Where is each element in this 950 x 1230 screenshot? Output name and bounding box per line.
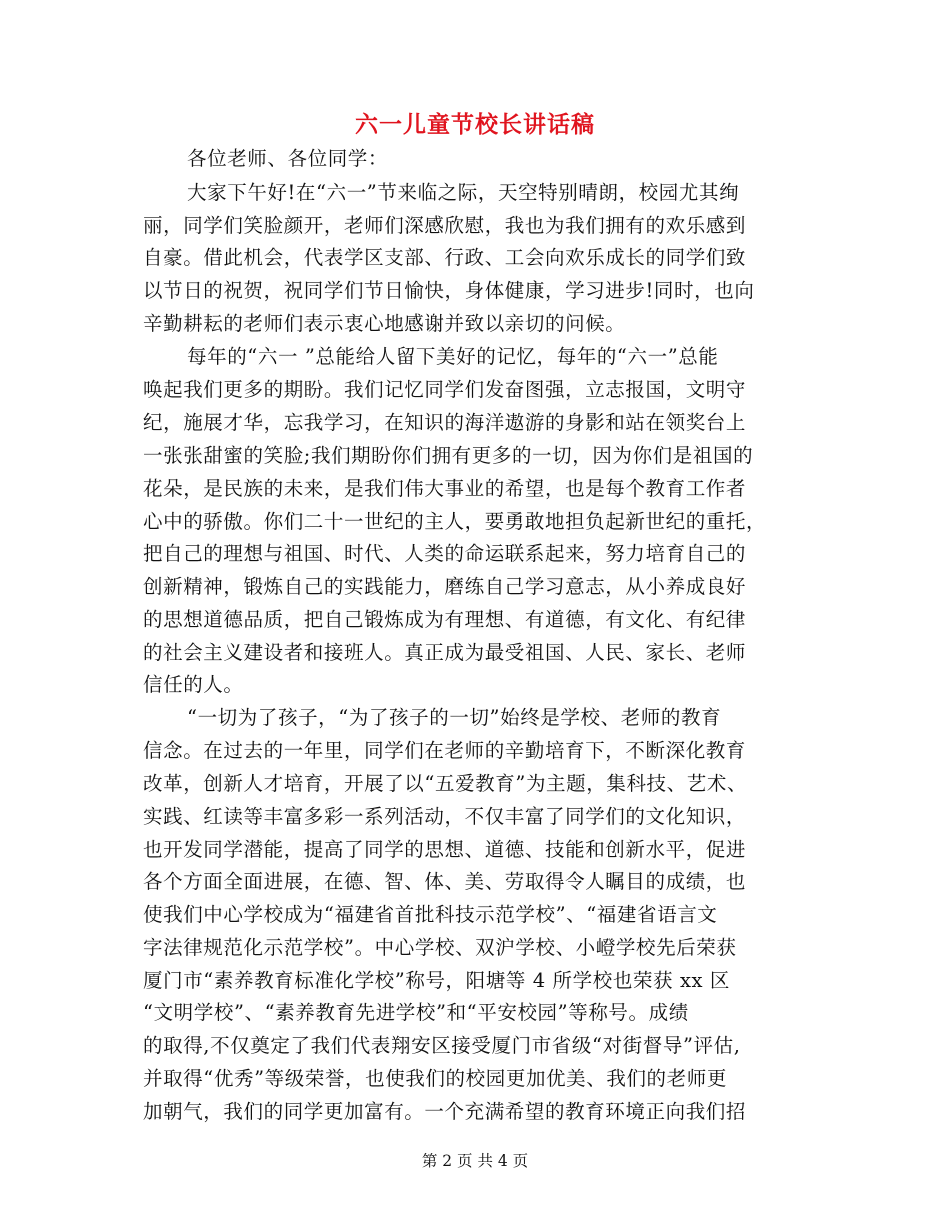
text-line: 大家下午好!在“六一”节来临之际，天空特别晴朗，校园尤其绚: [187, 181, 740, 204]
text-line: 并取得“优秀”等级荣誉，也使我们的校园更加优美、我们的老师更: [143, 1067, 727, 1090]
page-number-footer: 第 2 页 共 4 页: [421, 1152, 529, 1170]
text-line: 纪，施展才华，忘我学习，在知识的海洋遨游的身影和站在领奖台上: [143, 411, 747, 434]
text-line: 的社会主义建设者和接班人。真正成为最受祖国、人民、家长、老师: [143, 641, 747, 664]
text-line: 丽，同学们笑脸颜开，老师们深感欣慰，我也为我们拥有的欢乐感到: [143, 214, 747, 237]
text-line: 心中的骄傲。你们二十一世纪的主人，要勇敢地担负起新世纪的重托，: [143, 510, 767, 533]
text-line: 花朵，是民族的未来，是我们伟大事业的希望，也是每个教育工作者: [143, 477, 747, 500]
text-line: 把自己的理想与祖国、时代、人类的命运联系起来，努力培育自己的: [143, 542, 747, 565]
text-line: 也开发同学潜能，提高了同学的思想、道德、技能和创新水平，促进: [143, 838, 747, 861]
text-line: 自豪。借此机会，代表学区支部、行政、工会向欢乐成长的同学们致: [143, 246, 747, 269]
text-line: 辛勤耕耘的老师们表示衷心地感谢并致以亲切的问候。: [143, 312, 626, 335]
text-line: 加朝气，我们的同学更加富有。一个充满希望的教育环境正向我们招: [143, 1100, 747, 1123]
text-line: 一张张甜蜜的笑脸;我们期盼你们拥有更多的一切，因为你们是祖国的: [143, 444, 754, 467]
text-line: 唤起我们更多的期盼。我们记忆同学们发奋图强，立志报国，文明守: [143, 378, 747, 401]
text-line: 字法律规范化示范学校”。中心学校、双沪学校、小嶝学校先后荣获: [143, 936, 737, 959]
text-line: 以节日的祝贺，祝同学们节日愉快，身体健康，学习进步!同时，也向: [143, 279, 755, 302]
text-line: 信念。在过去的一年里，同学们在老师的辛勤培育下，不断深化教育: [143, 739, 747, 762]
text-line: “文明学校”、“素养教育先进学校”和“平安校园”等称号。成绩: [143, 1001, 689, 1024]
text-line: 创新精神，锻炼自己的实践能力，磨练自己学习意志，从小养成良好: [143, 575, 747, 598]
text-line: 各个方面全面进展，在德、智、体、美、劳取得令人瞩目的成绩，也: [143, 870, 747, 893]
document-title: 六一儿童节校长讲话稿: [355, 111, 595, 138]
text-line: 改革，创新人才培育，开展了以“五爱教育”为主题，集科技、艺术、: [143, 772, 748, 795]
text-line: 使我们中心学校成为“福建省首批科技示范学校”、“福建省语言文: [143, 903, 718, 926]
text-line: “一切为了孩子，“为了孩子的一切”始终是学校、老师的教育: [187, 706, 722, 729]
text-line: 的思想道德品质，把自己锻炼成为有理想、有道德，有文化、有纪律: [143, 608, 747, 631]
text-line: 厦门市“素养教育标准化学校”称号，阳塘等 4 所学校也荣获 xx 区: [143, 969, 731, 992]
text-line: 各位老师、各位同学：: [187, 147, 389, 170]
text-line: 的取得,不仅奠定了我们代表翔安区接受厦门市省级“对街督导”评估,: [143, 1034, 741, 1057]
text-line: 每年的“六一 ”总能给人留下美好的记忆，每年的“六一”总能: [187, 345, 719, 368]
text-line: 信任的人。: [143, 673, 244, 696]
text-line: 实践、红读等丰富多彩一系列活动，不仅丰富了同学们的文化知识，: [143, 805, 747, 828]
